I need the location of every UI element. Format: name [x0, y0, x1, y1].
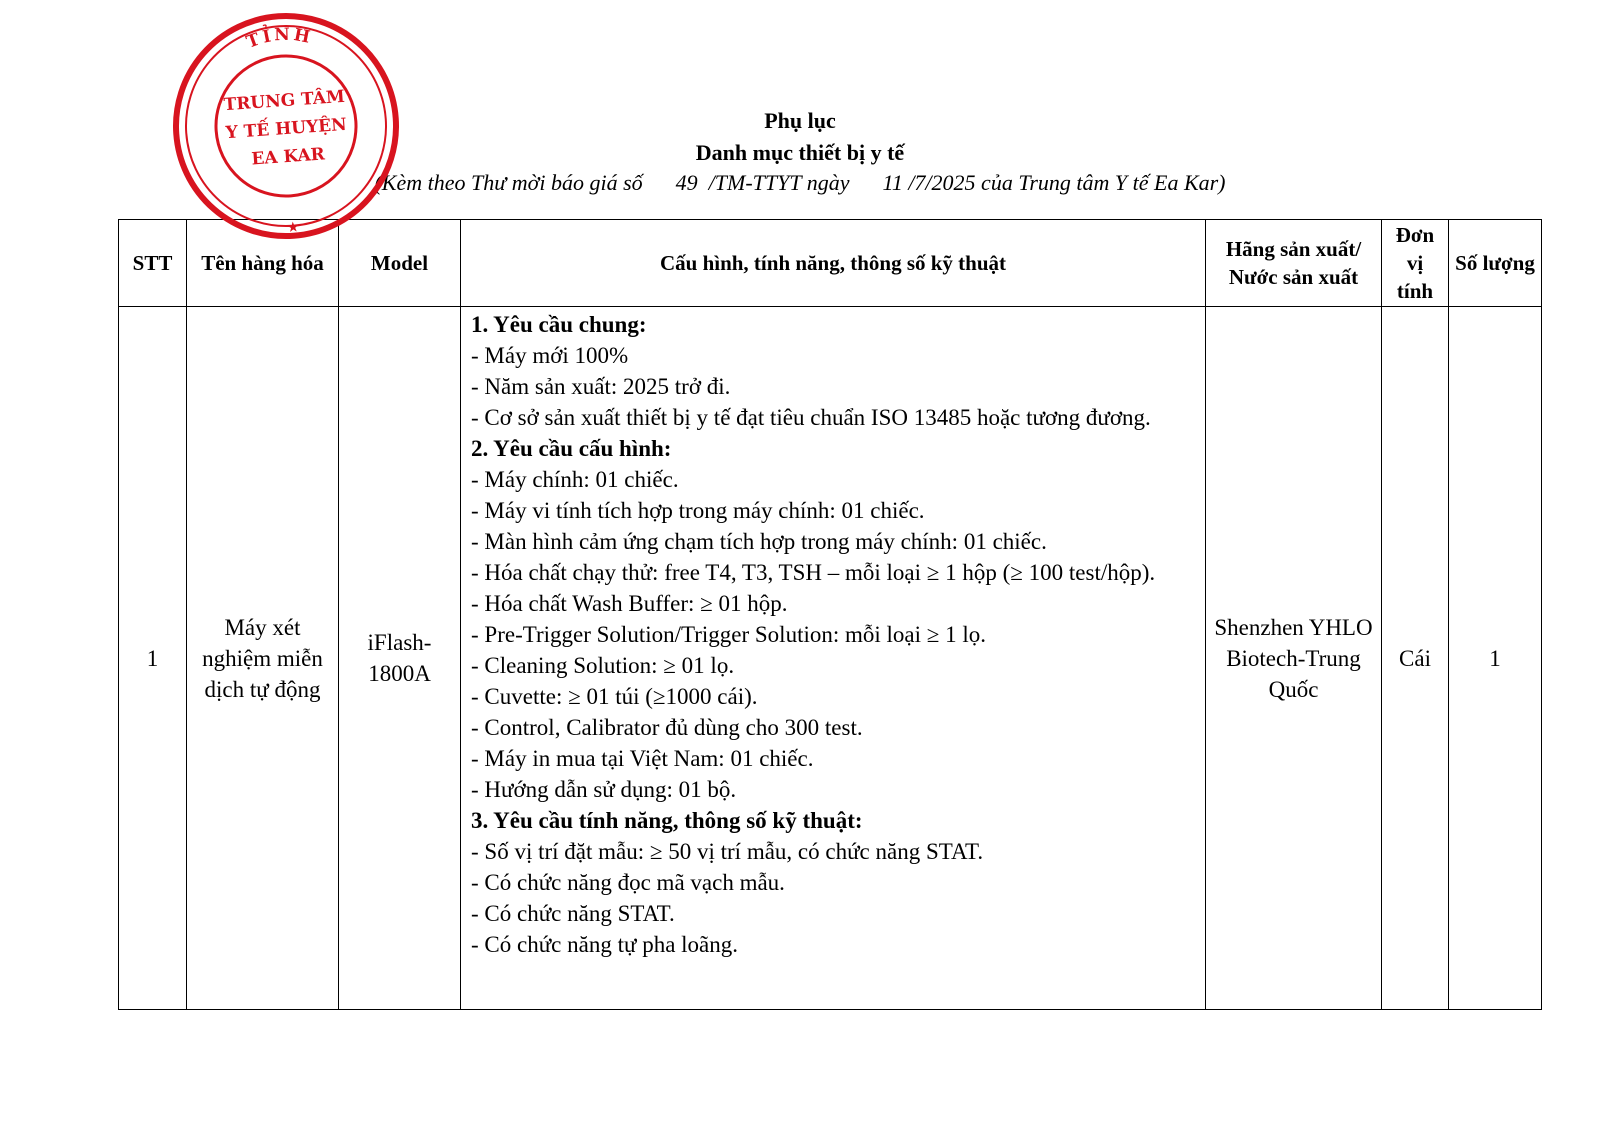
spec-line: - Hướng dẫn sử dụng: 01 bộ.: [471, 777, 737, 802]
spec-line: - Pre-Trigger Solution/Trigger Solution: mỗi loại ≥ 1 lọ.: [471, 622, 987, 647]
spec-line: - Máy in mua tại Việt Nam: 01 chiếc.: [471, 746, 814, 771]
col-header-unit: Đơn vị tính: [1382, 220, 1449, 307]
spec-line: - Control, Calibrator đủ dùng cho 300 test.: [471, 715, 863, 740]
document-subtitle: Danh mục thiết bị y tế: [695, 140, 905, 165]
spec-section-1-title: 1. Yêu cầu chung:: [471, 312, 647, 337]
col-header-quantity: Số lượng: [1449, 220, 1542, 307]
col-header-name: Tên hàng hóa: [187, 220, 339, 307]
cell-manufacturer: Shenzhen YHLO Biotech-Trung Quốc: [1206, 307, 1382, 1010]
spec-line: - Máy chính: 01 chiếc.: [471, 467, 679, 492]
svg-text:TỈNH: TỈNH: [243, 24, 315, 53]
col-header-manufacturer: Hãng sản xuất/ Nước sản xuất: [1206, 220, 1382, 307]
cell-quantity: 1: [1449, 307, 1542, 1010]
svg-text:TRUNG TÂM: TRUNG TÂM: [223, 86, 346, 116]
spec-section-2-title: 2. Yêu cầu cấu hình:: [471, 436, 672, 461]
equipment-table: [118, 219, 1542, 1010]
table-row: [119, 307, 1542, 1010]
spec-section-3-title: 3. Yêu cầu tính năng, thông số kỹ thuật:: [471, 808, 863, 833]
spec-line: - Máy mới 100%: [471, 343, 629, 368]
spec-line: - Có chức năng đọc mã vạch mẫu.: [471, 870, 785, 895]
spec-line: - Máy vi tính tích hợp trong máy chính: 01 chiếc.: [471, 498, 925, 523]
svg-text:EA KAR: EA KAR: [250, 144, 326, 170]
spec-line: - Cleaning Solution: ≥ 01 lọ.: [471, 653, 735, 678]
table-header-row: [119, 220, 1542, 307]
svg-text:Y TẾ HUYỆN: Y TẾ HUYỆN: [225, 114, 348, 144]
cell-spec: [461, 307, 1206, 1010]
col-header-stt: STT: [119, 220, 187, 307]
cell-name: Máy xét nghiệm miễn dịch tự động: [187, 307, 339, 1010]
cell-stt: 1: [119, 307, 187, 1010]
spec-line: - Màn hình cảm ứng chạm tích hợp trong máy chính: 01 chiếc.: [471, 529, 1047, 554]
document-reference: (Kèm theo Thư mời báo giá số 49 /TM-TTYT ngày 11 /7/2025 của Trung tâm Y tế Ea Kar): [374, 170, 1226, 195]
spec-line: - Hóa chất chạy thử: free T4, T3, TSH – mỗi loại ≥ 1 hộp (≥ 100 test/hộp).: [471, 560, 1156, 585]
spec-line: - Số vị trí đặt mẫu: ≥ 50 vị trí mẫu, có chức năng STAT.: [471, 839, 984, 864]
col-header-model: Model: [339, 220, 461, 307]
cell-model: iFlash-1800A: [339, 307, 461, 1010]
spec-line: - Hóa chất Wash Buffer: ≥ 01 hộp.: [471, 591, 788, 616]
spec-line: - Có chức năng STAT.: [471, 901, 675, 926]
spec-line: - Năm sản xuất: 2025 trở đi.: [471, 374, 731, 399]
svg-text:★: ★: [286, 220, 300, 237]
spec-line: - Cuvette: ≥ 01 túi (≥1000 cái).: [471, 684, 758, 709]
col-header-spec: Cấu hình, tính năng, thông số kỹ thuật: [461, 220, 1206, 307]
cell-unit: Cái: [1382, 307, 1449, 1010]
spec-line: - Có chức năng tự pha loãng.: [471, 932, 739, 957]
document-title: Phụ lục: [764, 108, 836, 133]
spec-line: - Cơ sở sản xuất thiết bị y tế đạt tiêu chuẩn ISO 13485 hoặc tương đương.: [471, 405, 1151, 430]
